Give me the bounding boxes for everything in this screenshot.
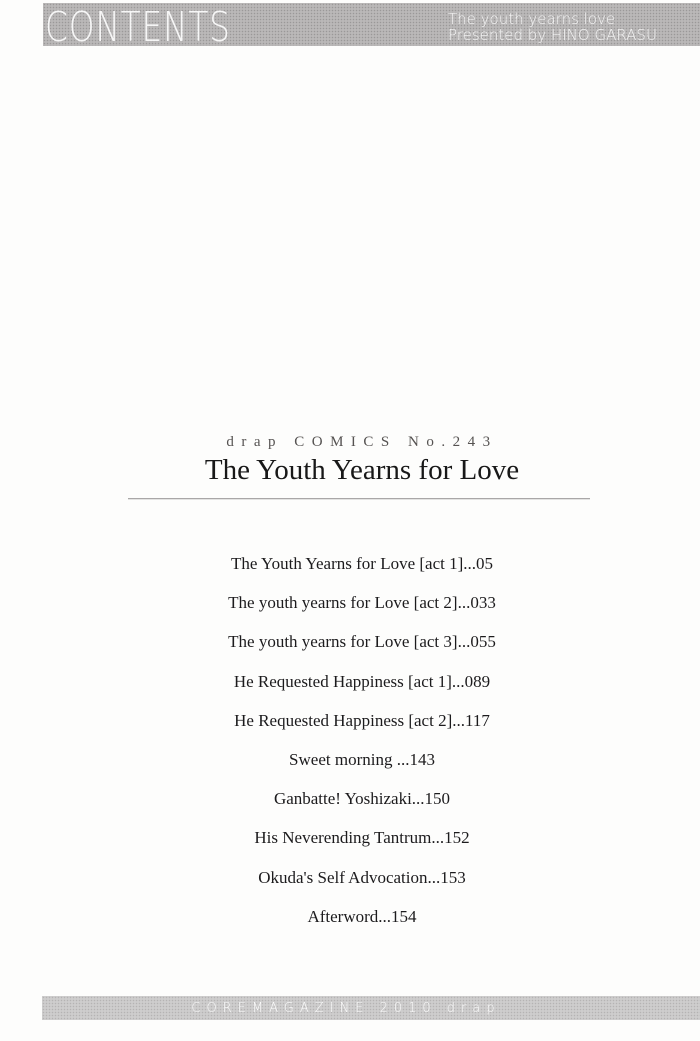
series-label: drap COMICS No.243 [226, 434, 498, 450]
toc-entry: The youth yearns for Love [act 2]...033 [228, 593, 496, 613]
header-subtitle-block [448, 12, 657, 43]
publisher-credit: COREMAGAZINE 2010 drap [191, 1000, 501, 1016]
divider-line [128, 498, 590, 499]
author-credit: Presented by HINO GARASU [448, 25, 657, 44]
header-bar [43, 3, 700, 51]
toc-entry: Afterword...154 [307, 906, 417, 926]
toc-entry: Ganbatte! Yoshizaki...150 [273, 789, 451, 809]
series-subtitle: The youth yearns love [448, 10, 616, 28]
toc-entry: Okuda's Self Advocation...153 [258, 867, 466, 887]
toc-entry: The Youth Yearns for Love [act 1]...05 [230, 554, 494, 573]
toc-list [24, 544, 700, 936]
toc-entry: He Requested Happiness [act 2]...117 [234, 710, 490, 730]
toc-entry: His Neverending Tantrum...152 [254, 828, 470, 848]
toc-entry: He Requested Happiness [act 1]...089 [233, 671, 491, 691]
page-title: CONTENTS [45, 3, 231, 51]
footer-bar [42, 996, 700, 1020]
toc-entry: The youth yearns for Love [act 3]...055 [228, 632, 496, 652]
book-title: The Youth Yearns for Love [204, 454, 520, 486]
toc-entry: Sweet morning ...143 [289, 749, 435, 769]
